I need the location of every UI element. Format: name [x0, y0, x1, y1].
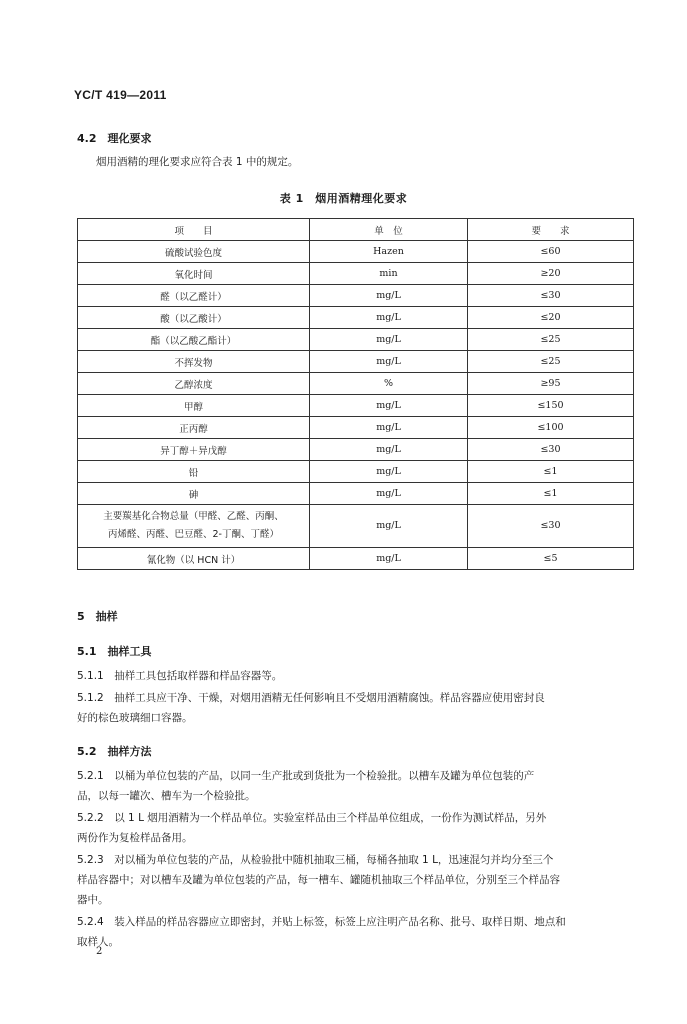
- cell-unit: Hazen: [310, 241, 468, 263]
- paragraph-5-2-1-line-2: 品，以每一罐次、槽车为一个检验批。: [77, 790, 256, 802]
- paragraph-5-2-2-line-1: 5.2.2 以 1 L 烟用酒精为一个样品单位。实验室样品由三个样品单位组成，一份作为测试样品，另外: [77, 812, 547, 824]
- cell-requirement: ≤30: [468, 505, 634, 548]
- paragraph-5-2-4-line-2: 取样人。: [77, 936, 119, 948]
- table-row: [78, 439, 634, 461]
- table-row: [78, 329, 634, 351]
- cell-item: 正丙醇: [78, 417, 310, 439]
- cell-unit: min: [310, 263, 468, 285]
- table-1-caption: 表 1 烟用酒精理化要求: [279, 192, 408, 205]
- cell-unit: mg/L: [310, 395, 468, 417]
- cell-item: 氧化时间: [78, 263, 310, 285]
- cell-item: 酯（以乙酸乙酯计）: [78, 329, 310, 351]
- cell-requirement: ≤60: [468, 241, 634, 263]
- header-unit: 单 位: [310, 219, 468, 241]
- table-row: [78, 548, 634, 570]
- table-row: [78, 461, 634, 483]
- cell-unit: mg/L: [310, 461, 468, 483]
- cell-unit: mg/L: [310, 505, 468, 548]
- header-requirement: 要 求: [468, 219, 634, 241]
- table-row-carbonyl: [78, 505, 634, 548]
- paragraph-5-1-1: 5.1.1 抽样工具包括取样器和样品容器等。: [77, 670, 283, 682]
- section-5-1-heading: 5.1 抽样工具: [77, 645, 152, 658]
- cell-item: 砷: [78, 483, 310, 505]
- cell-unit: mg/L: [310, 307, 468, 329]
- cell-item-line-2: 丙烯醛、丙醛、巴豆醛、2-丁酮、丁醛）: [108, 529, 279, 540]
- table-row: [78, 241, 634, 263]
- paragraph-5-2-3-line-1: 5.2.3 对以桶为单位包装的产品，从检验批中随机抽取三桶，每桶各抽取 1 L，迅速混匀并均分至三个: [77, 854, 554, 866]
- cell-requirement: ≤20: [468, 307, 634, 329]
- cell-requirement: ≤1: [468, 461, 634, 483]
- cell-unit: mg/L: [310, 483, 468, 505]
- table-row: [78, 417, 634, 439]
- cell-requirement: ≤25: [468, 351, 634, 373]
- header-item: 项 目: [78, 219, 310, 241]
- section-5-2-heading: 5.2 抽样方法: [77, 745, 152, 758]
- cell-requirement: ≤25: [468, 329, 634, 351]
- cell-item: 乙醇浓度: [78, 373, 310, 395]
- paragraph-5-2-4-line-1: 5.2.4 装入样品的样品容器应立即密封，并贴上标签，标签上应注明产品名称、批号、取样日期、地点和: [77, 916, 566, 928]
- cell-unit: mg/L: [310, 417, 468, 439]
- cell-unit: mg/L: [310, 285, 468, 307]
- cell-unit: %: [310, 373, 468, 395]
- table-row: [78, 263, 634, 285]
- cell-requirement: ≤5: [468, 548, 634, 570]
- cell-item: 氰化物（以 HCN 计）: [78, 548, 310, 570]
- cell-unit: mg/L: [310, 351, 468, 373]
- cell-unit: mg/L: [310, 329, 468, 351]
- section-4-2-heading: 4.2 理化要求: [77, 132, 152, 145]
- cell-item-line-1: 主要羰基化合物总量（甲醛、乙醛、丙酮、: [103, 511, 284, 522]
- paragraph-5-2-3-line-3: 器中。: [77, 894, 109, 906]
- cell-requirement: ≤30: [468, 285, 634, 307]
- paragraph-5-1-2-line-2: 好的棕色玻璃细口容器。: [77, 712, 193, 724]
- table-row: [78, 395, 634, 417]
- section-4-2-text: 烟用酒精的理化要求应符合表 1 中的规定。: [96, 156, 299, 168]
- paragraph-5-1-2-line-1: 5.1.2 抽样工具应干净、干燥，对烟用酒精无任何影响且不受烟用酒精腐蚀。样品容器应使用密封良: [77, 692, 545, 704]
- cell-requirement: ≤150: [468, 395, 634, 417]
- table-row: [78, 307, 634, 329]
- cell-item: [78, 505, 310, 548]
- paragraph-5-2-1-line-1: 5.2.1 以桶为单位包装的产品，以同一生产批或到货批为一个检验批。以槽车及罐为单位包装的产: [77, 770, 535, 782]
- page-number: 2: [96, 946, 103, 957]
- table-row: [78, 351, 634, 373]
- section-5-heading: 5 抽样: [77, 610, 118, 623]
- cell-item: 异丁醇＋异戊醇: [78, 439, 310, 461]
- cell-unit: mg/L: [310, 548, 468, 570]
- table-row: [78, 285, 634, 307]
- paragraph-5-2-3-line-2: 样品容器中；对以槽车及罐为单位包装的产品，每一槽车、罐随机抽取三个样品单位，分别至三个样品容: [77, 874, 560, 886]
- paragraph-5-2-2-line-2: 两份作为复检样品备用。: [77, 832, 193, 844]
- cell-item: 甲醇: [78, 395, 310, 417]
- standard-code: YC/T 419—2011: [74, 88, 167, 102]
- cell-item: 不挥发物: [78, 351, 310, 373]
- cell-item: 铅: [78, 461, 310, 483]
- table-row: [78, 373, 634, 395]
- cell-requirement: ≥20: [468, 263, 634, 285]
- cell-item: 醛（以乙醛计）: [78, 285, 310, 307]
- cell-requirement: ≤30: [468, 439, 634, 461]
- cell-requirement: ≤1: [468, 483, 634, 505]
- table-header-row: [78, 219, 634, 241]
- table-1: [77, 218, 634, 570]
- table-row: [78, 483, 634, 505]
- cell-requirement: ≤100: [468, 417, 634, 439]
- cell-item: 酸（以乙酸计）: [78, 307, 310, 329]
- cell-requirement: ≥95: [468, 373, 634, 395]
- cell-item: 硫酸试验色度: [78, 241, 310, 263]
- cell-unit: mg/L: [310, 439, 468, 461]
